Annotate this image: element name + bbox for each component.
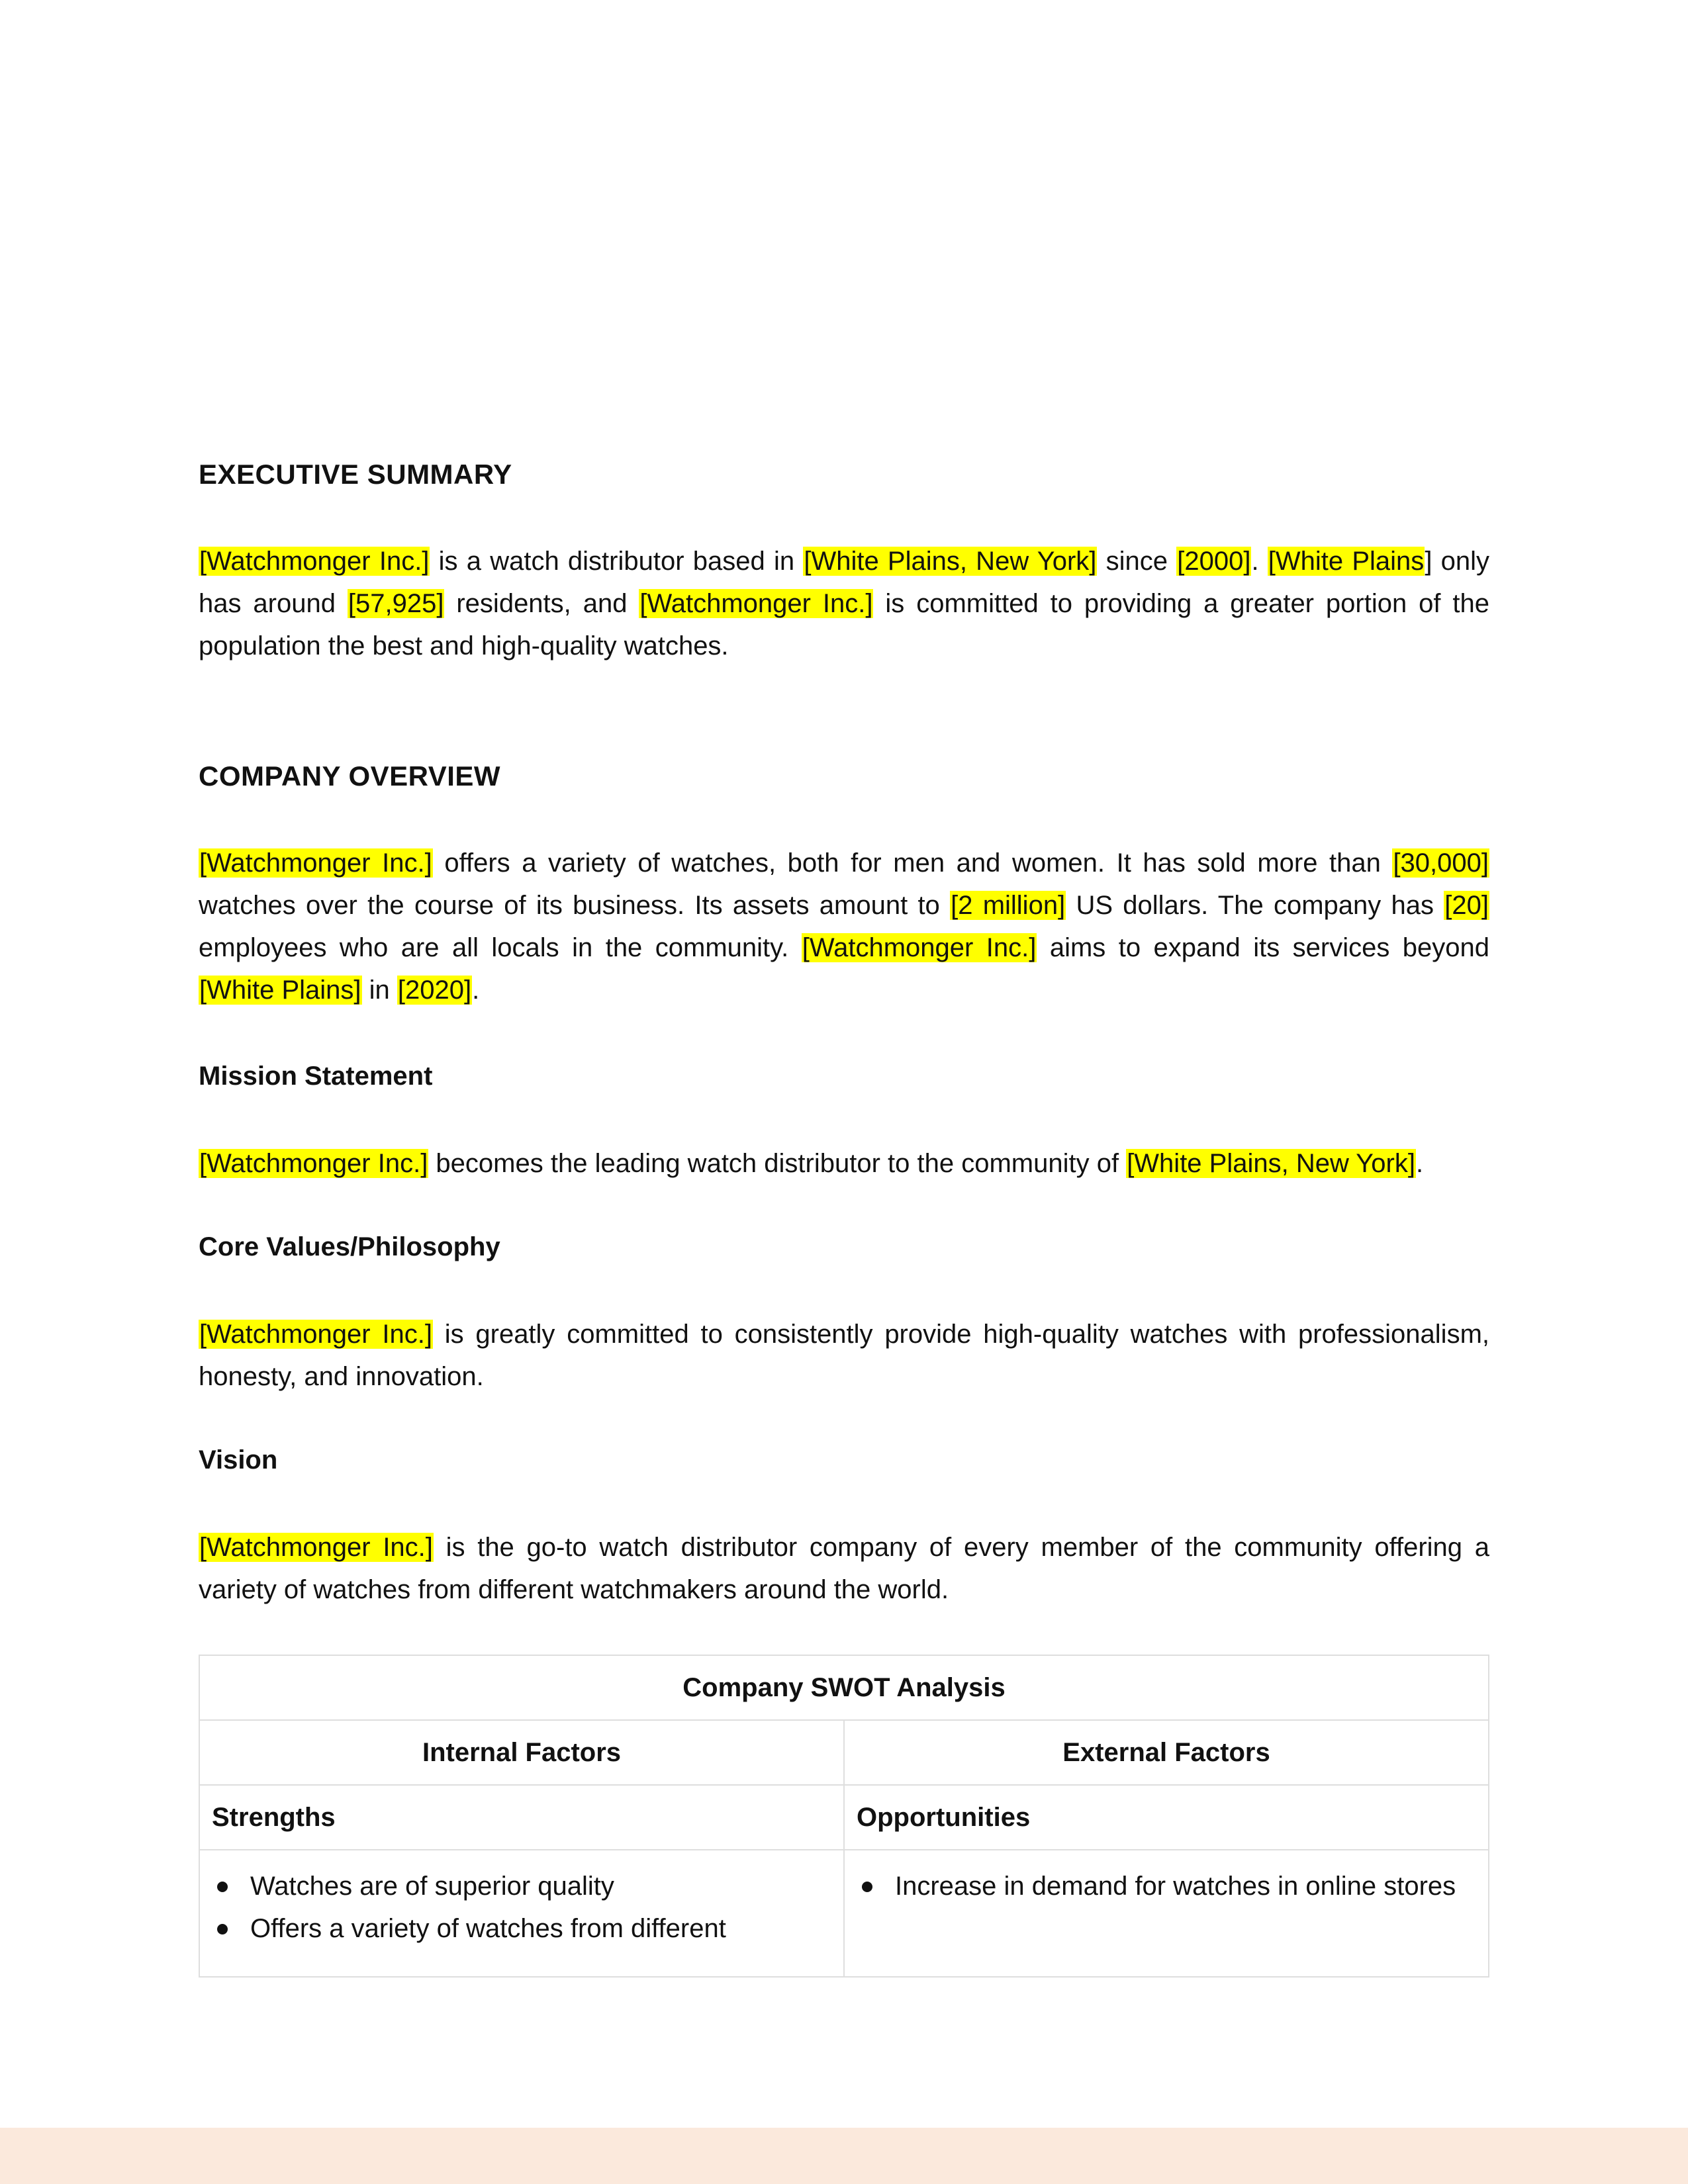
swot-factors-row [199, 1720, 1489, 1785]
company-overview-paragraph [199, 842, 1489, 1011]
executive-summary-paragraph [199, 540, 1489, 667]
text: is greatly committed to consistently provide high-quality watches with professionalism, honesty, and innovation. [199, 1320, 1489, 1391]
opportunities-label: Opportunities [844, 1785, 1489, 1850]
text: . [472, 976, 480, 1005]
list-item: Increase in demand for watches in online stores [895, 1865, 1476, 1907]
swot-title: Company SWOT Analysis [199, 1655, 1489, 1720]
mission-statement-heading: Mission Statement [199, 1062, 433, 1091]
placeholder-city: [White Plains [1268, 547, 1425, 576]
text: employees who are all locals in the community. [199, 933, 802, 962]
company-overview-heading: COMPANY OVERVIEW [199, 760, 501, 792]
text: is the go-to watch distributor company of every member of the community offering a variety of watches from different watchmakers around the world. [199, 1533, 1490, 1604]
placeholder-sold: [30,000] [1393, 848, 1489, 878]
swot-lists-row [199, 1850, 1489, 1977]
strengths-list [212, 1865, 831, 1950]
mission-statement-paragraph [199, 1142, 1489, 1185]
text: becomes the leading watch distributor to the community of [428, 1149, 1127, 1178]
swot-title-row [199, 1655, 1489, 1720]
text: aims to expand its services beyond [1037, 933, 1490, 962]
external-factors-header: External Factors [844, 1720, 1489, 1785]
text: US dollars. The company has [1066, 891, 1444, 920]
list-item: Offers a variety of watches from different [250, 1907, 831, 1950]
placeholder-company: [Watchmonger Inc.] [199, 1149, 428, 1178]
core-values-paragraph [199, 1313, 1489, 1398]
placeholder-company: [Watchmonger Inc.] [639, 589, 873, 618]
vision-heading: Vision [199, 1445, 278, 1475]
placeholder-company: [Watchmonger Inc.] [199, 547, 430, 576]
vision-paragraph [199, 1526, 1489, 1611]
footer-band [0, 2128, 1688, 2184]
placeholder-company: [Watchmonger Inc.] [199, 848, 432, 878]
placeholder-location: [White Plains, New York] [1127, 1149, 1415, 1178]
text: . [1415, 1149, 1424, 1178]
list-item: Watches are of superior quality [250, 1865, 831, 1907]
opportunities-list [857, 1865, 1476, 1907]
strengths-label: Strengths [199, 1785, 844, 1850]
executive-summary-heading: EXECUTIVE SUMMARY [199, 459, 512, 490]
opportunities-cell [844, 1850, 1489, 1977]
text: watches over the course of its business. Its assets amount to [199, 891, 951, 920]
placeholder-year: [2000] [1177, 547, 1251, 576]
text: offers a variety of watches, both for men and women. It has sold more than [432, 848, 1393, 878]
swot-labels-row [199, 1785, 1489, 1850]
placeholder-company: [Watchmonger Inc.] [802, 933, 1037, 962]
placeholder-company: [Watchmonger Inc.] [199, 1320, 432, 1349]
text: is committed to providing a greater portion of the population the best and high-quality watches. [199, 589, 1490, 660]
placeholder-residents: [57,925] [348, 589, 444, 618]
text: . [1251, 547, 1268, 576]
text: since [1097, 547, 1177, 576]
placeholder-assets: [2 million] [951, 891, 1066, 920]
core-values-heading: Core Values/Philosophy [199, 1232, 500, 1261]
internal-factors-header: Internal Factors [199, 1720, 844, 1785]
placeholder-company: [Watchmonger Inc.] [199, 1533, 433, 1562]
swot-table [199, 1655, 1489, 1978]
placeholder-year: [2020] [397, 976, 472, 1005]
text: is a watch distributor based in [430, 547, 804, 576]
text: in [361, 976, 397, 1005]
placeholder-employees: [20] [1444, 891, 1489, 920]
text: ] only has around [199, 547, 1490, 618]
placeholder-location: [White Plains, New York] [804, 547, 1097, 576]
strengths-cell [199, 1850, 844, 1977]
text: residents, and [444, 589, 639, 618]
placeholder-city: [White Plains] [199, 976, 361, 1005]
